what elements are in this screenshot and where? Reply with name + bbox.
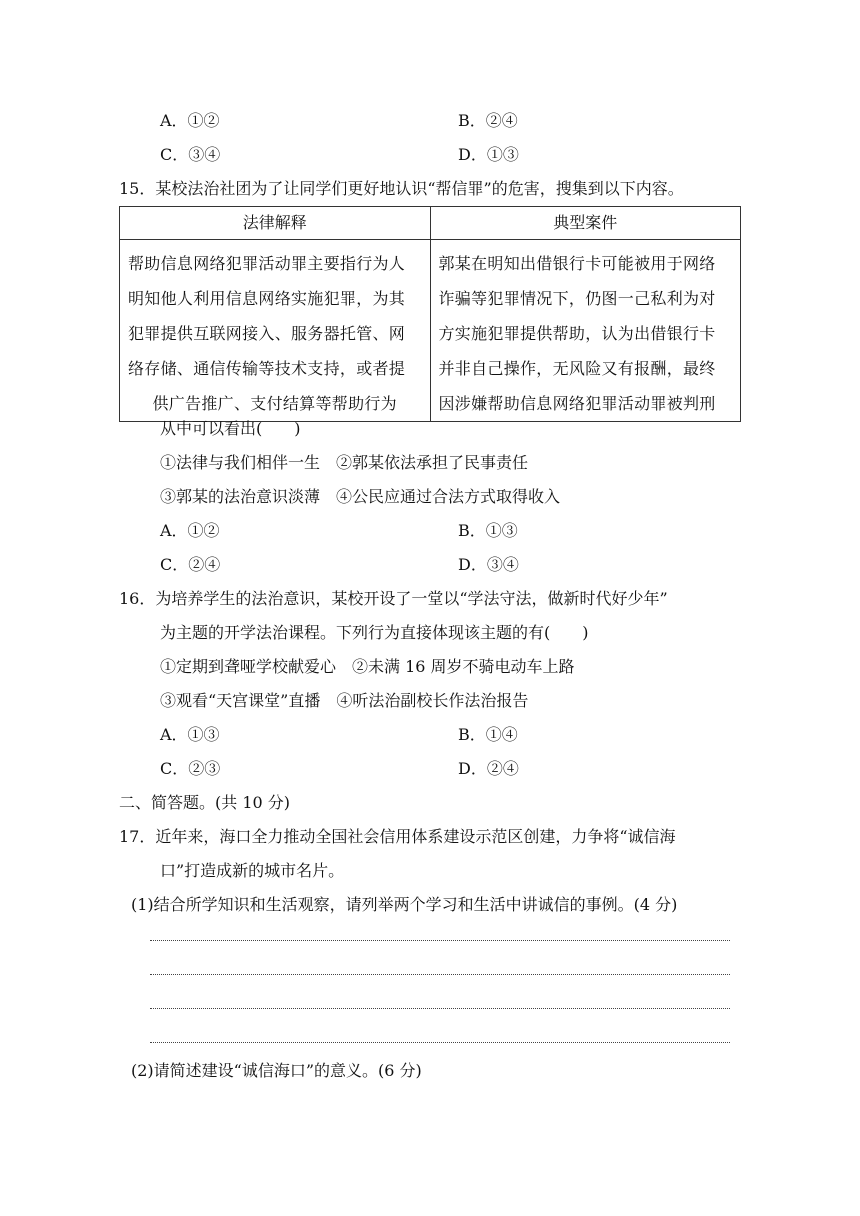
case-line: 方实施犯罪提供帮助，认为出借银行卡 xyxy=(438,324,716,343)
answer-line[interactable] xyxy=(150,940,730,941)
q16-stem-1: 16．为培养学生的法治意识，某校开设了一堂以“学法守法，做新时代好少年” xyxy=(119,589,668,608)
q16-option-b[interactable]: B．①④ xyxy=(458,725,518,744)
section-title: 二、简答题。(共 10 分) xyxy=(119,793,291,812)
answer-line[interactable] xyxy=(150,1008,730,1009)
law-line: 帮助信息网络犯罪活动罪主要指行为人 xyxy=(128,254,406,273)
answer-line[interactable] xyxy=(150,1042,730,1043)
q16-option-a[interactable]: A．①③ xyxy=(160,725,220,744)
q14-option-a[interactable]: A．①② xyxy=(160,111,220,130)
law-line: 明知他人利用信息网络实施犯罪，为其 xyxy=(128,289,406,308)
answer-line[interactable] xyxy=(150,974,730,975)
q16-items-1: ①定期到聋哑学校献爱心 ②未满 16 周岁不骑电动车上路 xyxy=(160,657,575,676)
q16-stem-2: 为主题的开学法治课程。下列行为直接体现该主题的有( ) xyxy=(160,623,589,642)
q15-option-c[interactable]: C．②④ xyxy=(160,555,221,574)
q17-sub2: (2)请简述建设“诚信海口”的意义。(6 分) xyxy=(131,1061,422,1080)
q15-option-a[interactable]: A．①② xyxy=(160,521,220,540)
q15-option-b[interactable]: B．①③ xyxy=(458,521,518,540)
table-cell-case xyxy=(430,240,741,422)
table-header-case: 典型案件 xyxy=(430,207,741,240)
q17-stem-2: 口”打造成新的城市名片。 xyxy=(160,861,345,880)
q15-option-d[interactable]: D．③④ xyxy=(458,555,519,574)
law-line: 供广告推广、支付结算等帮助行为 xyxy=(152,394,397,413)
q16-option-d[interactable]: D．②④ xyxy=(458,759,519,778)
q15-info-table xyxy=(119,206,741,422)
law-line: 络存储、通信传输等技术支持，或者提 xyxy=(128,359,406,378)
q16-option-c[interactable]: C．②③ xyxy=(160,759,221,778)
q15-items-1: ①法律与我们相伴一生 ②郭某依法承担了民事责任 xyxy=(160,453,529,472)
q14-option-c[interactable]: C．③④ xyxy=(160,145,221,164)
q15-items-2: ③郭某的法治意识淡薄 ④公民应通过合法方式取得收入 xyxy=(160,487,561,506)
q14-option-d[interactable]: D．①③ xyxy=(458,145,519,164)
case-line: 诈骗等犯罪情况下，仍图一己私利为对 xyxy=(438,289,716,308)
law-line: 犯罪提供互联网接入、服务器托管、网 xyxy=(128,324,406,343)
table-header-law: 法律解释 xyxy=(120,207,431,240)
case-line: 并非自己操作，无风险又有报酬，最终 xyxy=(438,359,716,378)
q17-sub1: (1)结合所学知识和生活观察，请列举两个学习和生活中讲诚信的事例。(4 分) xyxy=(131,895,678,914)
q16-items-2: ③观看“天宫课堂”直播 ④听法治副校长作法治报告 xyxy=(160,691,529,710)
q14-option-b[interactable]: B．②④ xyxy=(458,111,518,130)
case-line: 郭某在明知出借银行卡可能被用于网络 xyxy=(438,254,716,273)
case-line: 因涉嫌帮助信息网络犯罪活动罪被判刑 xyxy=(438,394,716,413)
q15-stem: 15．某校法治社团为了让同学们更好地认识“帮信罪”的危害，搜集到以下内容。 xyxy=(119,179,684,198)
table-cell-law xyxy=(120,240,431,422)
q15-prompt: 从中可以看出( ) xyxy=(160,419,301,438)
q17-stem-1: 17．近年来，海口全力推动全国社会信用体系建设示范区创建，力争将“诚信海 xyxy=(119,827,676,846)
